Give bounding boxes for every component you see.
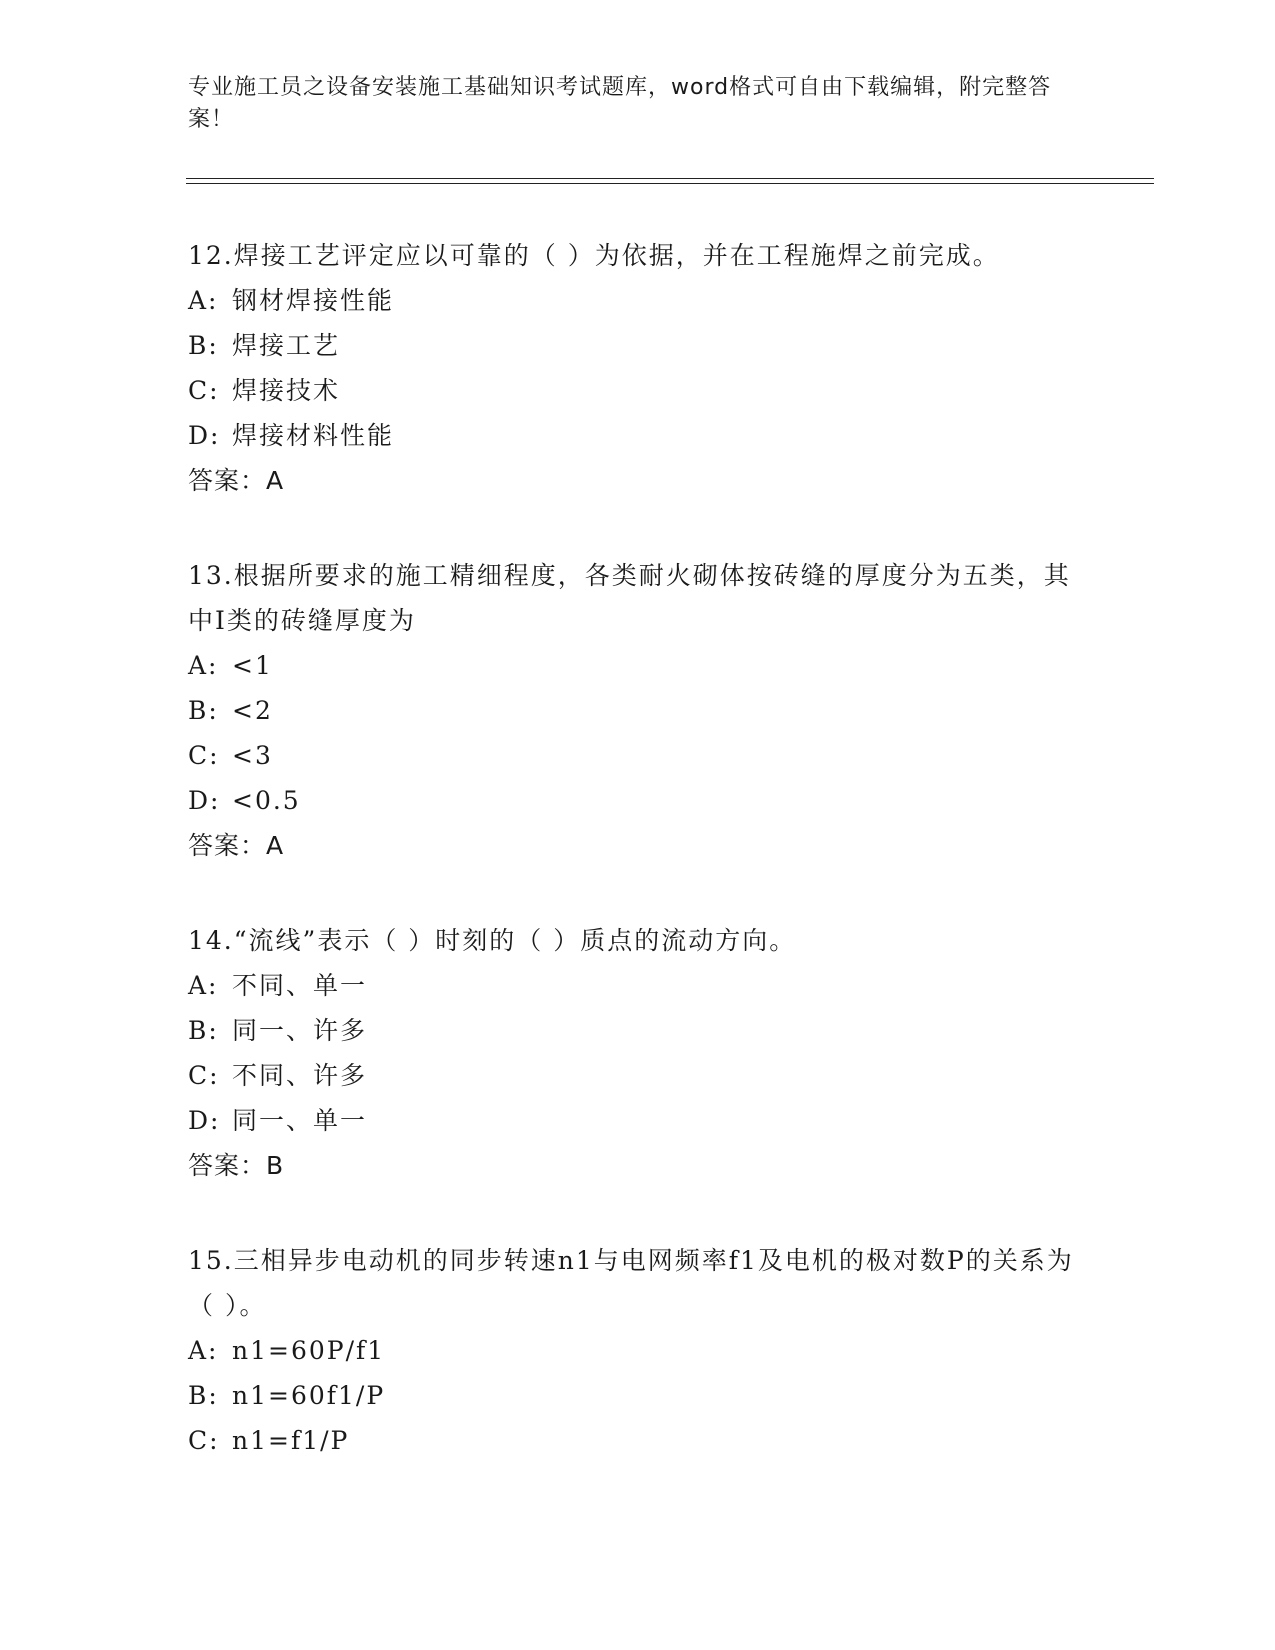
option-letter: A: [188,971,219,1000]
option-c [188,733,1088,778]
option-b [188,688,1088,733]
option-d [188,413,1088,458]
option-b [188,1008,1088,1053]
option-letter: B: [188,331,219,360]
question-14 [188,918,1088,1188]
option-text: 焊接材料性能 [232,421,395,450]
option-text: n1=f1/P [232,1426,350,1455]
option-letter: C: [188,741,220,770]
option-b [188,323,1088,368]
answer-line: 答案：A [188,831,285,860]
option-letter: D: [188,421,221,450]
answer-line: 答案：A [188,466,285,495]
option-text: 钢材焊接性能 [232,286,395,315]
question-13 [188,553,1088,868]
option-a [188,278,1088,323]
question-15 [188,1238,1088,1463]
option-text: 焊接工艺 [232,331,341,360]
option-letter: C: [188,1426,220,1455]
option-c [188,1418,1088,1463]
option-d [188,1098,1088,1143]
option-text: <3 [232,741,273,770]
option-text: <2 [232,696,273,725]
question-stem: 14.“流线”表示（ ）时刻的（ ）质点的流动方向。 [188,926,797,955]
option-text: n1=60f1/P [232,1381,386,1410]
option-letter: A: [188,1336,219,1365]
option-text: 焊接技术 [232,376,341,405]
option-text: <0.5 [232,786,301,815]
option-a [188,643,1088,688]
option-c [188,368,1088,413]
option-letter: B: [188,1016,219,1045]
answer-line: 答案：B [188,1151,285,1180]
question-stem: 13.根据所要求的施工精细程度，各类耐火砌体按砖缝的厚度分为五类，其中Ⅰ类的砖缝厚度为 [188,561,1071,635]
header-divider-bottom [186,183,1154,184]
question-12 [188,233,1088,503]
option-letter: C: [188,376,220,405]
option-text: 同一、单一 [232,1106,368,1135]
option-a [188,1328,1088,1373]
option-letter: D: [188,1106,221,1135]
option-letter: A: [188,286,219,315]
header-divider-top [186,178,1154,179]
option-text: 同一、许多 [232,1016,368,1045]
option-text: 不同、单一 [232,971,368,1000]
option-c [188,1053,1088,1098]
option-letter: B: [188,1381,219,1410]
option-d [188,778,1088,823]
question-stem: 12.焊接工艺评定应以可靠的（ ）为依据，并在工程施焊之前完成。 [188,241,1000,270]
option-text: 不同、许多 [232,1061,368,1090]
option-b [188,1373,1088,1418]
option-letter: A: [188,651,219,680]
option-letter: B: [188,696,219,725]
option-text: <1 [232,651,273,680]
option-letter: C: [188,1061,220,1090]
option-letter: D: [188,786,221,815]
document-header: 专业施工员之设备安装施工基础知识考试题库，word格式可自由下载编辑，附完整答案！ [188,75,1052,132]
option-a [188,963,1088,1008]
question-stem: 15.三相异步电动机的同步转速n1与电网频率f1及电机的极对数P的关系为（ ）。 [188,1246,1074,1320]
option-text: n1=60P/f1 [232,1336,386,1365]
